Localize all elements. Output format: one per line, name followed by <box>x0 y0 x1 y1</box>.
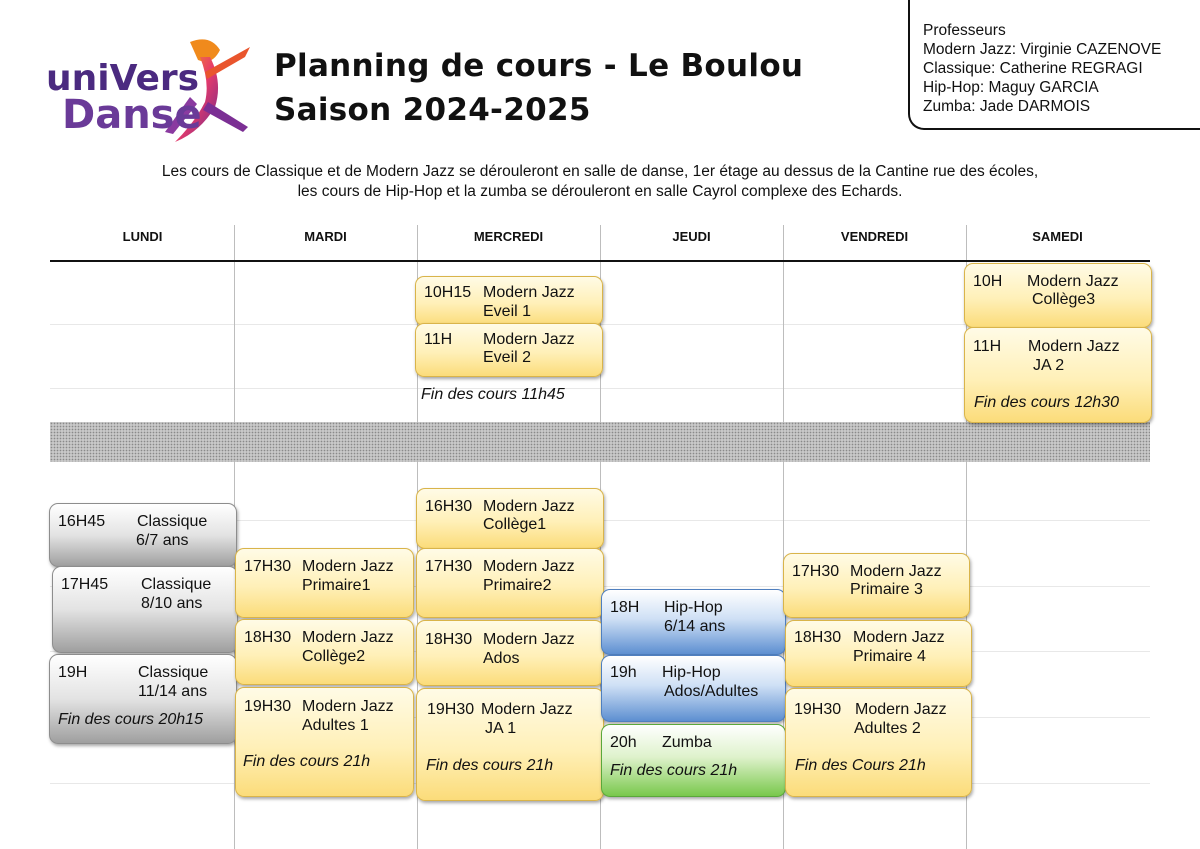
course-time: 16H30 <box>425 498 473 515</box>
univers-danse-logo <box>40 32 265 147</box>
course-card-vendredi-1930 <box>785 688 972 797</box>
course-card-vendredi-1730 <box>783 553 970 618</box>
day-header-lundi: LUNDI <box>122 229 163 244</box>
course-style: Classique <box>137 513 208 530</box>
course-group: 8/10 ans <box>141 595 203 612</box>
teacher-zumba: Zumba: Jade DARMOIS <box>923 98 1091 115</box>
course-style: Modern Jazz <box>1027 273 1119 290</box>
teacher-modern-jazz: Modern Jazz: Virginie CAZENOVE <box>923 41 1162 58</box>
course-group: 6/14 ans <box>664 618 726 635</box>
course-time: 18H <box>610 599 640 616</box>
course-style: Hip-Hop <box>664 599 723 616</box>
course-card-mercredi-1930 <box>416 688 604 801</box>
course-group: Adultes 2 <box>854 720 921 737</box>
course-group: Ados/Adultes <box>664 683 759 700</box>
teacher-classique: Classique: Catherine REGRAGI <box>923 60 1143 77</box>
course-card-samedi-11 <box>964 327 1152 423</box>
header-rule <box>50 260 1150 262</box>
course-style: Modern Jazz <box>483 331 575 348</box>
course-group: Collège1 <box>483 516 547 533</box>
course-style: Modern Jazz <box>302 629 394 646</box>
location-note-line1: Les cours de Classique et de Modern Jazz se dérouleront en salle de danse, 1er étage au dessus de la Cantine rue des écoles, <box>161 163 1039 180</box>
dancer-logo-icon <box>40 32 265 147</box>
course-card-jeudi-20 <box>601 724 786 797</box>
course-time: 18H30 <box>425 631 473 648</box>
course-time: 19H30 <box>427 701 475 718</box>
course-card-lundi-1645 <box>49 503 237 567</box>
course-time: 11H <box>973 338 1002 355</box>
course-style: Modern Jazz <box>850 563 942 580</box>
course-time: 19h <box>610 664 637 681</box>
teacher-hip-hop: Hip-Hop: Maguy GARCIA <box>923 79 1099 96</box>
end-note-vendredi: Fin des Cours 21h <box>795 757 926 774</box>
svg-text:uniVers: uniVers <box>46 58 200 99</box>
course-time: 17H30 <box>244 558 292 575</box>
end-note-mardi: Fin des cours 21h <box>243 753 371 770</box>
course-group: Eveil 1 <box>483 303 532 320</box>
location-note-line2: les cours de Hip-Hop et la zumba se dérouleront en salle Cayrol complexe des Echards. <box>297 183 903 200</box>
course-style: Modern Jazz <box>1028 338 1120 355</box>
course-style: Classique <box>138 664 209 681</box>
season-subtitle: Saison 2024-2025 <box>274 92 591 128</box>
course-time: 10H15 <box>424 284 472 301</box>
course-time: 19H30 <box>794 701 842 718</box>
end-note-mercredi-morning: Fin des cours 11h45 <box>421 386 565 403</box>
course-card-mercredi-1730 <box>416 548 604 618</box>
course-card-jeudi-18 <box>601 589 786 655</box>
course-group: Primaire2 <box>483 577 552 594</box>
course-card-mercredi-1630 <box>416 488 604 549</box>
course-group: Primaire 3 <box>850 581 923 598</box>
course-style: Modern Jazz <box>302 558 394 575</box>
course-time: 17H30 <box>792 563 840 580</box>
day-header-vendredi: VENDREDI <box>840 229 909 244</box>
course-card-mercredi-1830 <box>416 620 604 686</box>
course-time: 19H <box>58 664 88 681</box>
end-note-samedi: Fin des cours 12h30 <box>974 394 1119 411</box>
course-time: 17H30 <box>425 558 473 575</box>
course-time: 20h <box>610 734 637 751</box>
course-time: 16H45 <box>58 513 106 530</box>
course-card-mercredi-1015 <box>415 276 603 326</box>
course-card-vendredi-1830 <box>785 620 972 687</box>
lunch-break-band <box>50 422 1150 462</box>
course-style: Modern Jazz <box>302 698 394 715</box>
day-header-mercredi: MERCREDI <box>473 229 544 244</box>
course-style: Modern Jazz <box>481 701 573 718</box>
course-group: Adultes 1 <box>302 717 369 734</box>
end-note-lundi: Fin des cours 20h15 <box>58 711 203 728</box>
day-header-jeudi: JEUDI <box>672 229 711 244</box>
course-style: Modern Jazz <box>483 284 575 301</box>
course-time: 18H30 <box>244 629 292 646</box>
course-group: Collège3 <box>1032 291 1096 308</box>
course-card-lundi-19 <box>49 654 237 744</box>
course-card-samedi-10 <box>964 263 1152 328</box>
course-card-mercredi-11 <box>415 323 603 377</box>
course-time: 11H <box>424 331 453 348</box>
course-style: Modern Jazz <box>483 631 575 648</box>
course-group: Primaire 4 <box>853 648 926 665</box>
page-title: Planning de cours - Le Boulou <box>274 48 804 84</box>
course-group: Eveil 2 <box>483 349 532 366</box>
course-card-mardi-1730 <box>235 548 414 618</box>
course-card-mardi-1830 <box>235 619 414 685</box>
end-note-jeudi: Fin des cours 21h <box>610 762 738 779</box>
end-note-mercredi: Fin des cours 21h <box>426 757 554 774</box>
course-group: Collège2 <box>302 648 366 665</box>
course-group: JA 2 <box>1033 357 1065 374</box>
day-header-samedi: SAMEDI <box>1032 229 1083 244</box>
course-style: Modern Jazz <box>483 558 575 575</box>
course-time: 19H30 <box>244 698 292 715</box>
course-group: 6/7 ans <box>136 532 189 549</box>
course-style: Modern Jazz <box>483 498 575 515</box>
course-style: Hip-Hop <box>662 664 721 681</box>
course-group: Primaire1 <box>302 577 371 594</box>
svg-text:Danse: Danse <box>62 92 202 138</box>
course-style: Modern Jazz <box>853 629 945 646</box>
course-style: Zumba <box>662 734 712 751</box>
day-header-mardi: MARDI <box>304 229 347 244</box>
course-time: 10H <box>973 273 1003 290</box>
course-style: Classique <box>141 576 212 593</box>
course-group: Ados <box>483 650 520 667</box>
course-time: 18H30 <box>794 629 842 646</box>
course-style: Modern Jazz <box>855 701 947 718</box>
course-group: JA 1 <box>485 720 517 737</box>
course-time: 17H45 <box>61 576 109 593</box>
course-group: 11/14 ans <box>138 683 208 700</box>
teachers-heading: Professeurs <box>923 22 1006 39</box>
course-card-lundi-1745 <box>52 566 238 653</box>
course-card-mardi-1930 <box>235 687 414 797</box>
course-card-jeudi-19 <box>601 655 786 722</box>
